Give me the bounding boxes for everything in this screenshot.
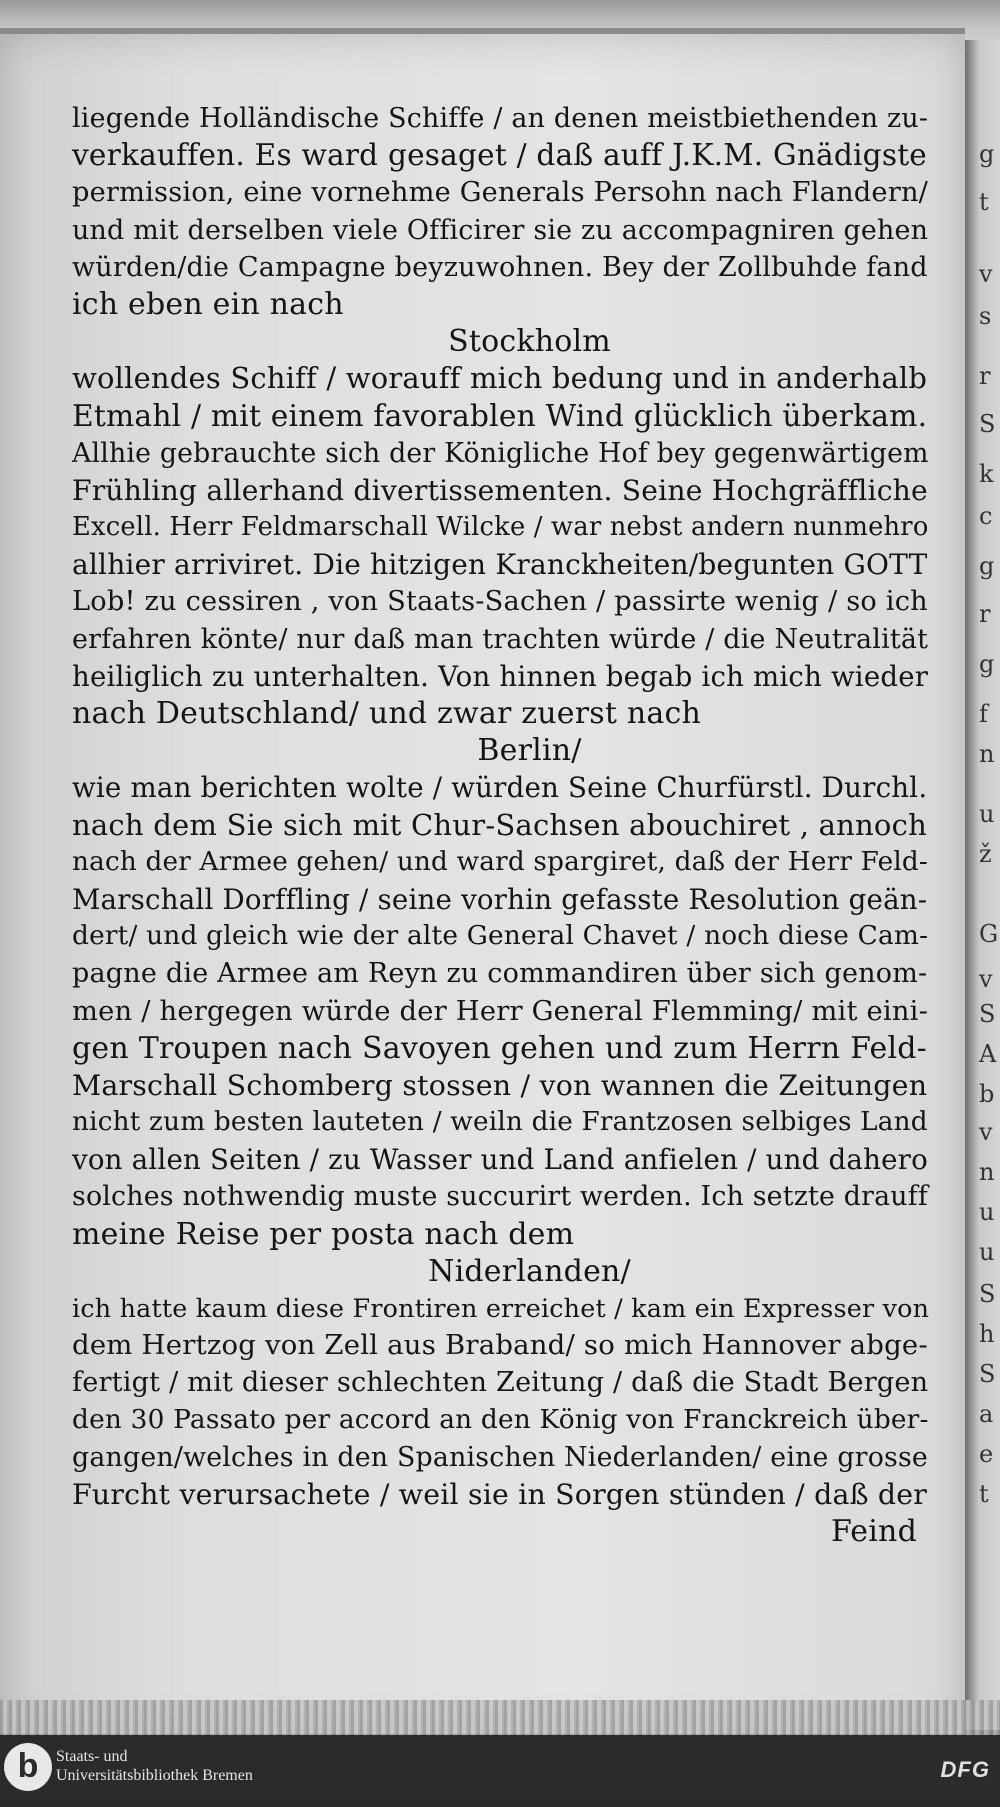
adjacent-page-glyph: r [979,362,991,390]
text-line: nicht zum besten lauteten / weiln die Frantzosen selbiges Land [72,1107,928,1138]
adjacent-page-glyph: S [979,1000,996,1028]
adjacent-page-glyph: e [979,1440,994,1468]
adjacent-page-glyph: S [979,410,996,438]
text-line: fertigt / mit dieser schlechten Zeitung / daß die Stadt Bergen [72,1367,929,1399]
text-line: verkauffen. Es ward gesaget / daß auff J.K.M. Gnädigste [72,138,927,173]
text-line: Allhie gebrauchte sich der Königliche Hof bey gegenwärtigem [72,437,929,469]
text-line: den 30 Passato per accord an den König von Franckreich über- [72,1404,929,1435]
adjacent-page-glyph: u [979,800,995,828]
adjacent-page-glyph: b [979,1080,995,1108]
text-line: dert/ und gleich wie der alte General Chavet / noch diese Cam- [72,921,929,952]
text-line: wie man berichten wolte / würden Seine Churfürstl. Durchl. [72,771,928,805]
adjacent-page-glyph: u [979,1238,995,1266]
adjacent-page-glyph: f [979,700,988,728]
text-line: Marschall Dorffling / seine vorhin gefasste Resolution geän- [72,882,928,916]
adjacent-page-glyph: S [979,1360,996,1388]
text-line: von allen Seiten / zu Wasser und Land anfielen / und dahero [72,1143,928,1177]
text-line: Lob! zu cessiren , von Staats-Sachen / passirte wenig / so ich [72,586,928,618]
text-line: gen Troupen nach Savoyen gehen und zum Herrn Feld- [72,1030,927,1066]
adjacent-page-glyph: n [979,1158,995,1186]
adjacent-page-glyph: g [979,552,995,580]
text-line: nach Deutschland/ und zwar zuerst nach [72,696,701,731]
text-line: solches nothwendig muste succurirt werden. Ich setzte drauff [72,1181,928,1213]
page-bottom-edge [0,1700,1000,1740]
text-line: erfahren könte/ nur daß man trachten würde / die Neutralität [72,623,929,655]
text-line: gangen/welches in den Spanischen Niederlanden/ eine grosse [72,1441,928,1473]
text-line: wollendes Schiff / worauff mich bedung und in anderhalb [72,361,928,396]
adjacent-page-glyph: h [979,1320,995,1348]
adjacent-page-glyph: s [979,302,992,330]
adjacent-page-glyph: n [979,740,995,768]
text-line: nach dem Sie sich mit Chur-Sachsen abouchiret , annoch [72,807,927,842]
adjacent-page-glyph: a [979,1400,994,1428]
text-line: Marschall Schomberg stossen / von wannen die Zeitungen [72,1068,928,1102]
adjacent-page-glyph: v [979,1118,993,1146]
text-line: nach der Armee gehen/ und ward spargiret, daß der Herr Feld- [72,846,928,877]
text-line: allhier arriviret. Die hitzigen Kranckheiten/begunten GOTT [72,548,928,582]
library-name-line-1: Staats- und [56,1748,128,1765]
section-heading: Stockholm [448,324,611,360]
section-heading: Berlin/ [477,733,582,769]
text-line: men / hergegen würde der Herr General Flemming/ mit eini- [72,995,929,1027]
text-line: permission, eine vornehme Generals Persohn nach Flandern/ [72,177,929,209]
text-line: Furcht verursachete / weil sie in Sorgen stünden / daß der [72,1477,928,1511]
adjacent-page-glyph: G [979,920,999,948]
adjacent-page-glyph: t [979,188,989,216]
text-line: Frühling allerhand divertissementen. Seine Hochgräffliche [72,473,928,507]
dfg-logo: DFG [940,1757,990,1782]
adjacent-page-glyph: A [979,1040,997,1068]
adjacent-page-glyph: S [979,1280,996,1308]
adjacent-page-strip [965,40,1000,1730]
adjacent-page-glyph: v [979,260,993,288]
adjacent-page-glyph: u [979,1198,995,1226]
section-heading: Niderlanden/ [428,1253,631,1289]
text-line: Excell. Herr Feldmarschall Wilcke / war nebst andern nunmehro [72,512,929,543]
catchword: Feind [830,1514,917,1550]
footer-bar [0,1735,1000,1807]
text-line: würden/die Campagne beyzuwohnen. Bey der Zollbuhde fand [72,251,928,283]
adjacent-page-glyph: c [979,502,993,530]
text-line: meine Reise per posta nach dem [72,1216,575,1252]
text-line: heiliglich zu unterhalten. Von hinnen begab ich mich wieder [72,659,929,693]
adjacent-page-glyph: v [979,965,993,993]
adjacent-page-glyph: g [979,140,995,168]
adjacent-page-glyph: ž [979,840,992,868]
text-line: dem Hertzog von Zell aus Braband/ so mich Hannover abge- [72,1329,928,1362]
adjacent-page-glyph: r [979,600,991,628]
library-logo-icon[interactable]: b [4,1743,52,1791]
text-line: ich eben ein nach [72,286,344,322]
text-line: Etmahl / mit einem favorablen Wind glücklich überkam. [72,398,928,434]
adjacent-page-glyph: k [979,460,994,488]
adjacent-page-glyph: t [979,1480,989,1508]
library-name [56,1747,253,1785]
library-name-line-2: Universitätsbibliothek Bremen [56,1767,253,1784]
text-line: und mit derselben viele Officirer sie zu accompagniren gehen [72,214,929,246]
text-line: ich hatte kaum diese Frontiren erreichet / kam ein Expresser von [72,1293,930,1323]
text-line: liegende Holländische Schiffe / an denen meistbiethenden zu- [72,103,929,134]
text-line: pagne die Armee am Reyn zu commandiren über sich genom- [72,958,928,990]
adjacent-page-glyph: g [979,650,995,678]
page-text-block [72,100,930,1550]
